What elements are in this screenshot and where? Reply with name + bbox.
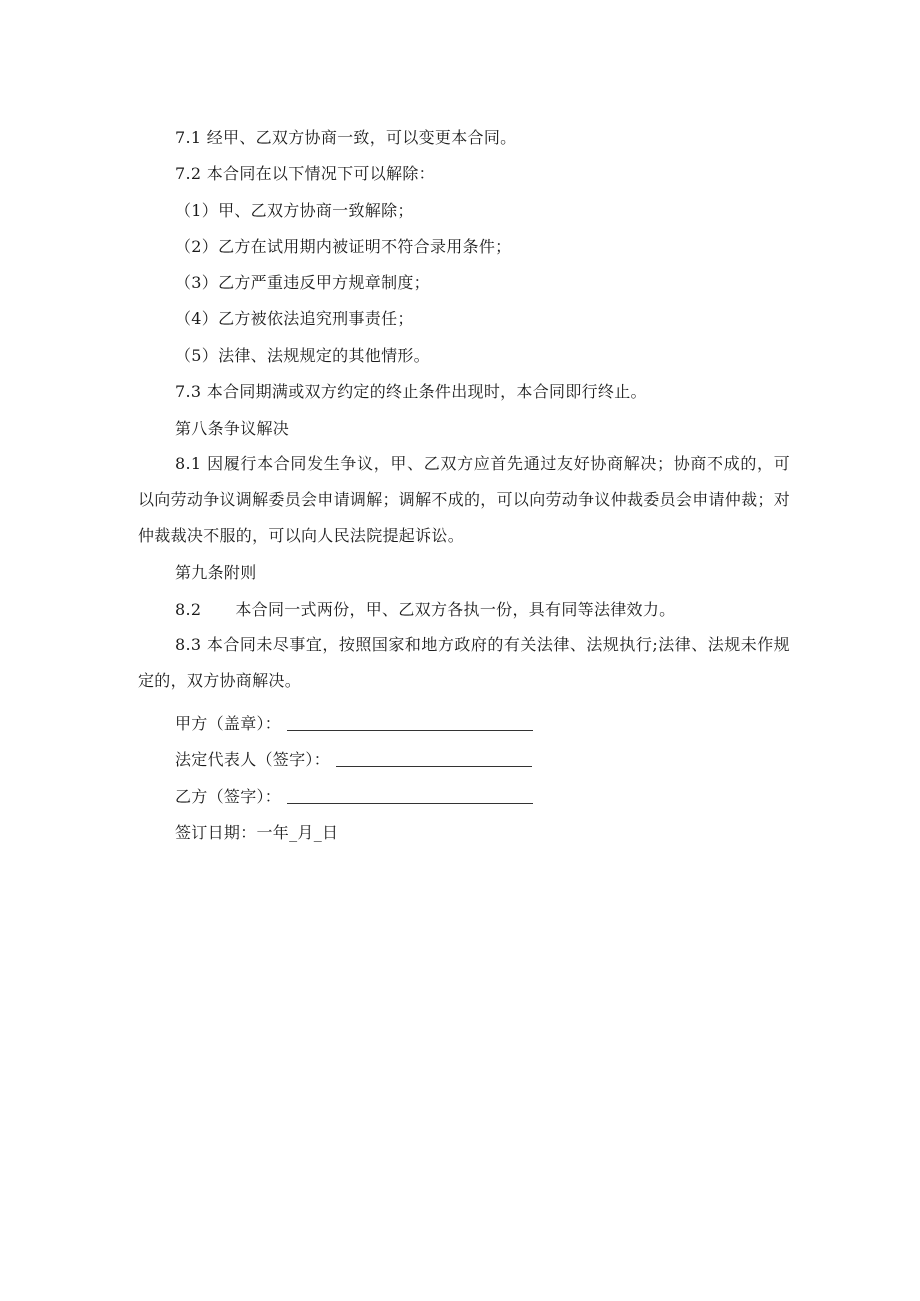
list-item: （3）乙方严重违反甲方规章制度； [175, 273, 430, 292]
clause-7-1: 7.1 经甲、乙双方协商一致，可以变更本合同。 [175, 128, 517, 147]
list-item: （5）法律、法规规定的其他情形。 [175, 346, 430, 365]
clause-8-2-text: 本合同一式两份，甲、乙双方各执一份，具有同等法律效力。 [235, 600, 676, 619]
clause-8-2-number: 8.2 [175, 600, 202, 619]
list-item: （4）乙方被依法追究刑事责任； [175, 309, 414, 328]
party-a-signature-line[interactable] [287, 714, 533, 731]
signing-date: 签订日期：一年_月_日 [175, 823, 339, 842]
list-item: （1）甲、乙双方协商一致解除； [175, 201, 414, 220]
clause-7-3: 7.3 本合同期满或双方约定的终止条件出现时，本合同即行终止。 [175, 382, 647, 401]
signature-party-a [175, 714, 533, 734]
party-a-label: 甲方（盖章）： [175, 714, 282, 733]
legal-rep-signature-line[interactable] [336, 750, 532, 767]
section-8-heading: 第八条争议解决 [175, 419, 290, 438]
clause-8-3: 8.3 本合同未尽事宜，按照国家和地方政府的有关法律、法规执行;法律、法规未作规定的，双方协商解决。 [138, 635, 790, 690]
party-b-label: 乙方（签字）： [175, 787, 282, 806]
legal-rep-label: 法定代表人（签字）： [175, 750, 331, 769]
clause-8-2 [175, 600, 675, 620]
clause-8-1: 8.1 因履行本合同发生争议，甲、乙双方应首先通过友好协商解决；协商不成的，可以向劳动争议调解委员会申请调解；调解不成的，可以向劳动争议仲裁委员会申请仲裁；对仲裁裁决不服的，可以向人民法院提起诉讼。 [138, 454, 791, 545]
list-item: （2）乙方在试用期内被证明不符合录用条件； [175, 237, 512, 256]
signature-legal-rep [175, 750, 532, 770]
party-b-signature-line[interactable] [287, 787, 533, 804]
signature-party-b [175, 787, 533, 807]
section-9-heading: 第九条附则 [175, 563, 257, 582]
clause-7-2: 7.2 本合同在以下情况下可以解除： [175, 164, 435, 183]
